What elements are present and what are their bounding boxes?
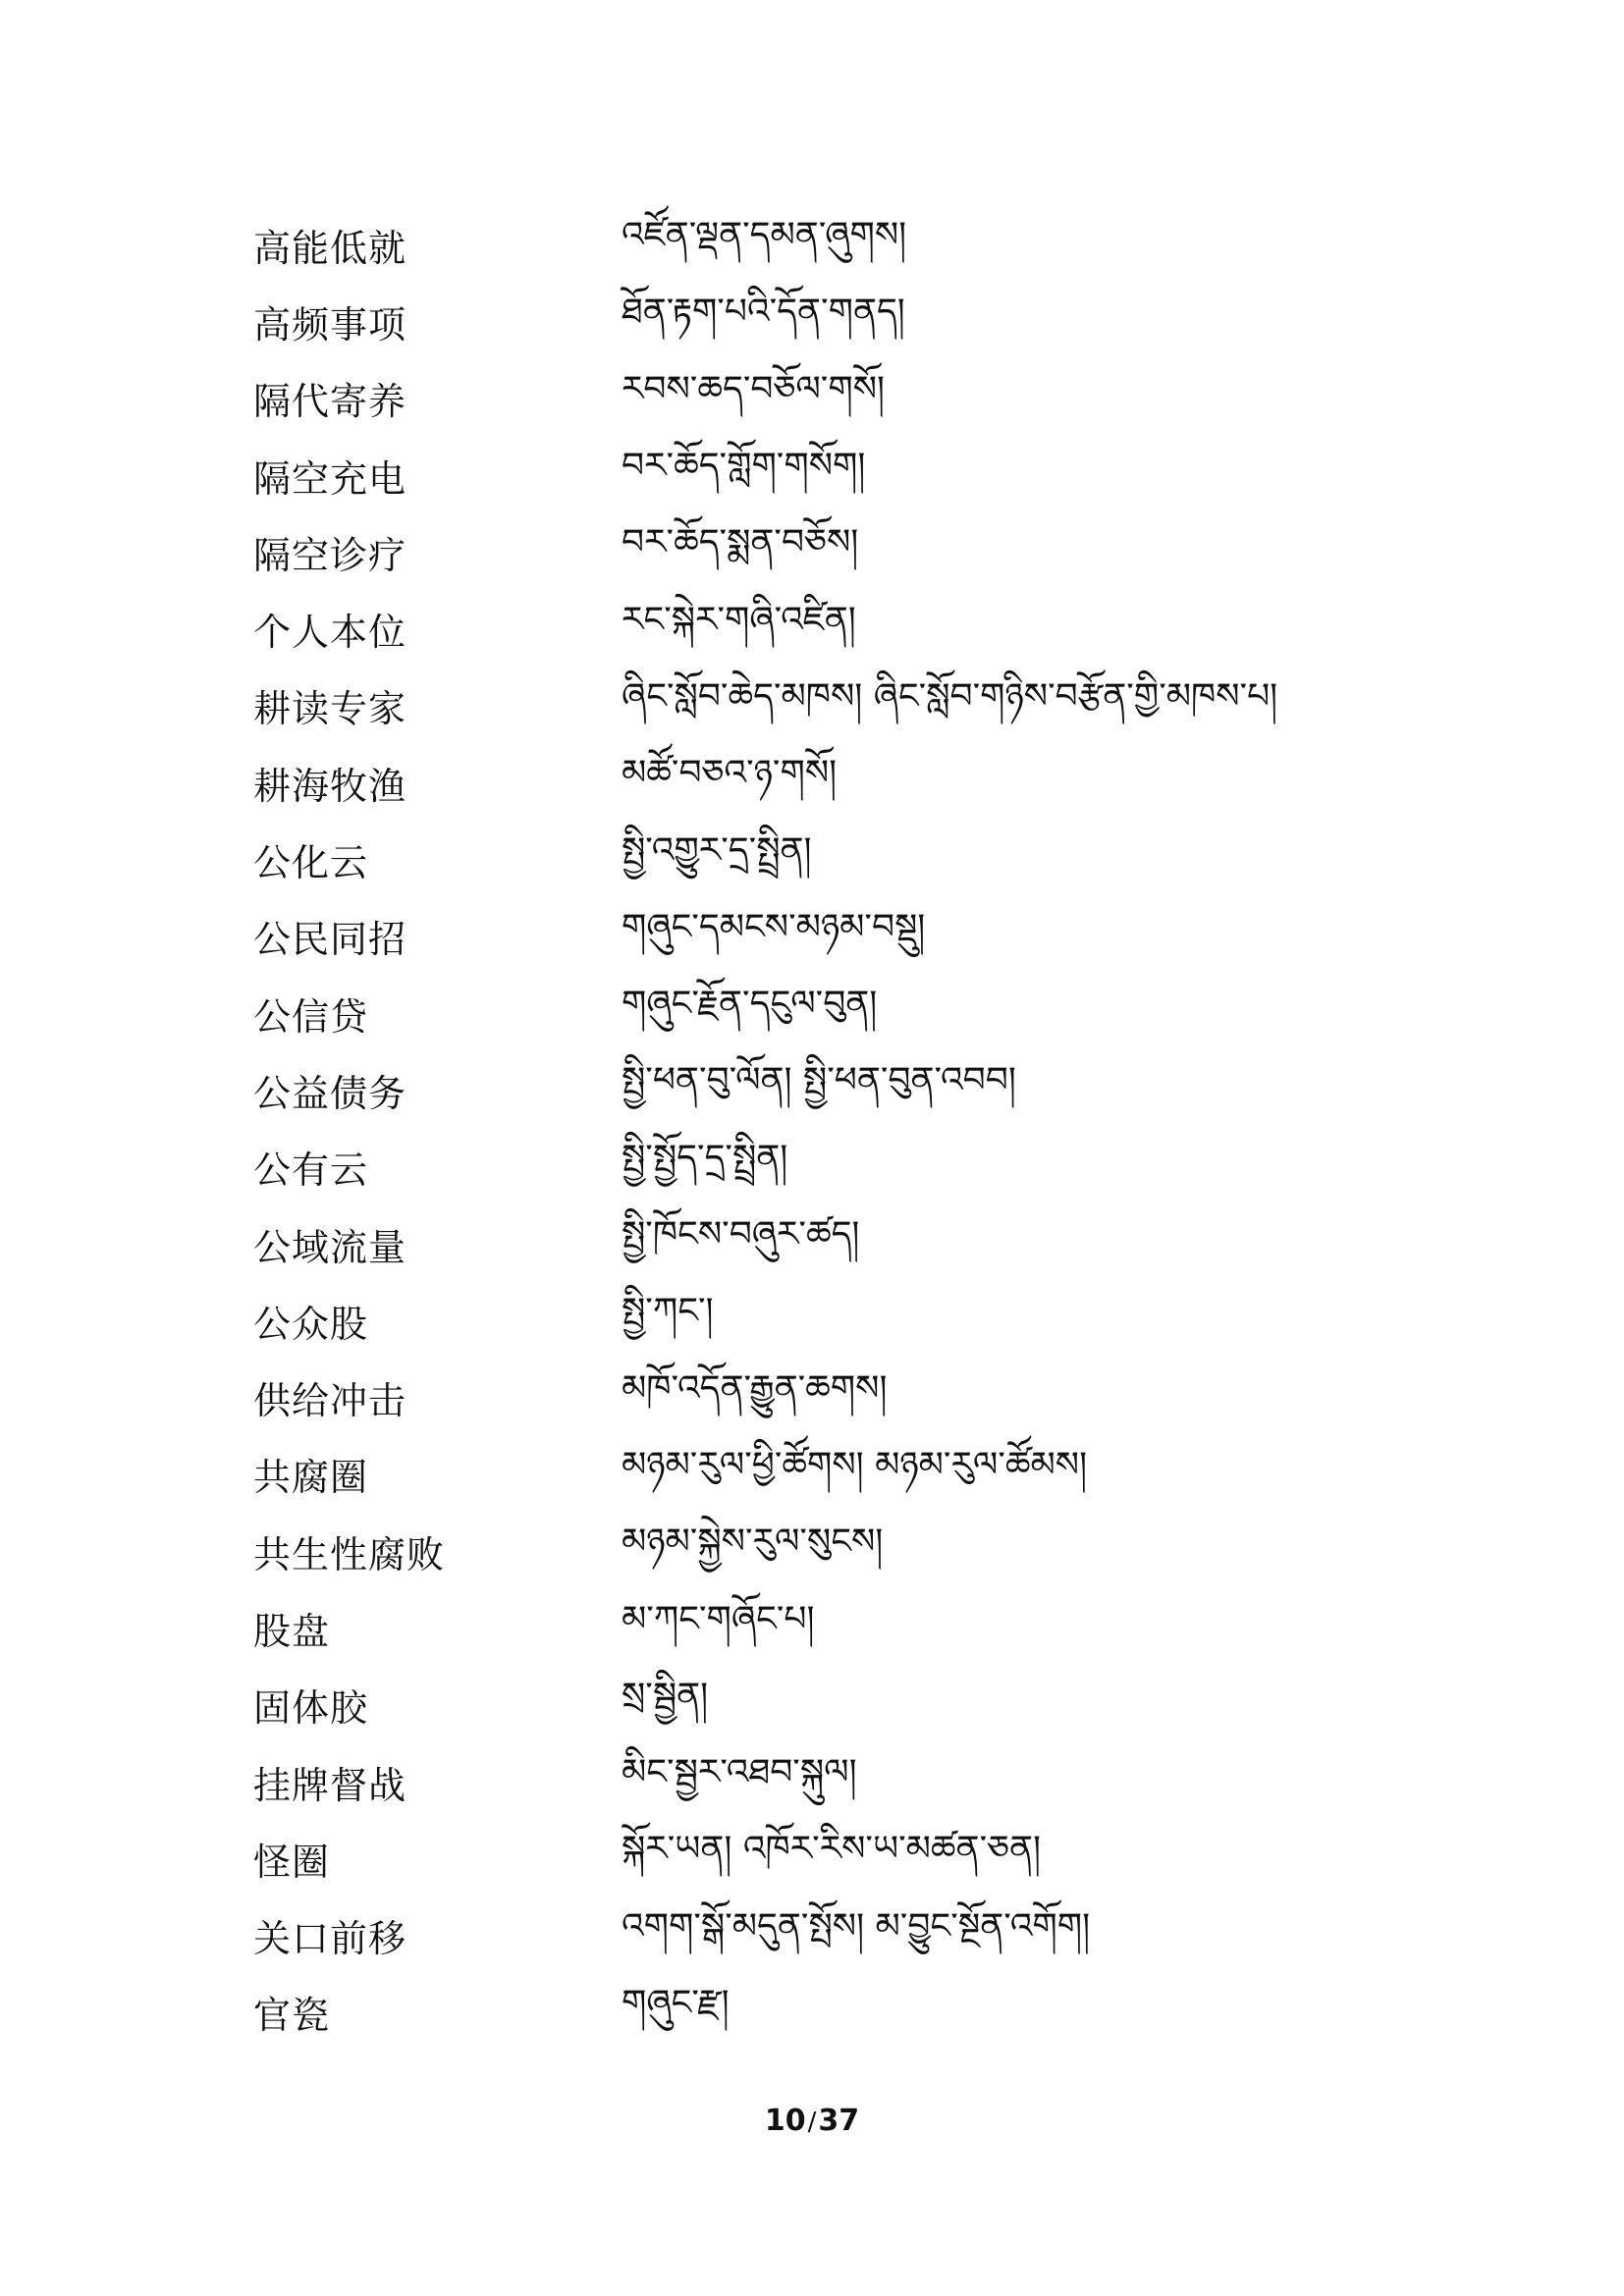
tibetan-translation: གཞུང་རྫ། (622, 1982, 730, 2023)
chinese-term: 公化云 (253, 841, 369, 885)
glossary-list (253, 206, 1412, 2051)
tibetan-translation: གཞུང་རྗོན་དངུལ་བུན། (622, 984, 878, 1025)
chinese-term: 耕读专家 (253, 687, 407, 731)
chinese-term: 股盘 (253, 1609, 331, 1653)
tibetan-translation: རང་སྐེར་གཞི་འཛིན། (622, 599, 856, 640)
chinese-term: 高频事项 (253, 302, 407, 347)
tibetan-translation: སྤྱི་འགྱུར་དྲ་སྤྲིན། (622, 829, 812, 871)
tibetan-translation: རབས་ཆད་བཅོལ་གསོ། (622, 368, 885, 409)
page-number (0, 2104, 1624, 2138)
tibetan-translation: སྤྱི་སྤྱོད་དྲ་སྤྲིན། (622, 1137, 788, 1178)
chinese-term: 公众股 (253, 1302, 369, 1346)
tibetan-translation: འཛོན་ལྡན་དམན་ཞུགས། (622, 215, 907, 256)
chinese-term: 供给冲击 (253, 1379, 407, 1423)
page-separator: / (807, 2108, 817, 2137)
tibetan-translation: མིང་སྦྱར་འཐབ་སྐུལ། (622, 1752, 857, 1793)
chinese-term: 隔代寄养 (253, 380, 407, 424)
chinese-term: 公信贷 (253, 994, 369, 1039)
tibetan-translation: སྤྱི་ཕན་བུ་ལོན། སྤྱི་ཕན་བུན་འབབ། (622, 1060, 1016, 1101)
chinese-term: 挂牌督战 (253, 1763, 407, 1807)
chinese-term: 固体胶 (253, 1686, 369, 1731)
chinese-term: 怪圈 (253, 1840, 331, 1884)
tibetan-translation: སྤྱི་ཀང་། (622, 1291, 714, 1332)
tibetan-translation: སྲ་སྦྱིན། (622, 1675, 709, 1716)
page-total: 37 (818, 2104, 860, 2138)
chinese-term: 公民同招 (253, 918, 407, 962)
tibetan-translation: བར་ཆོད་གློག་གསོག། (622, 446, 866, 487)
chinese-term: 共腐圈 (253, 1456, 369, 1500)
tibetan-translation: སྐོར་ཡན། འཁོར་རིས་ཡ་མཚན་ཅན། (622, 1829, 1042, 1870)
tibetan-translation: ཞིང་སློབ་ཆེད་མཁས། ཞིང་སློབ་གཉིས་བརྩོན་གྱི་མཁས་པ། (622, 675, 1278, 717)
tibetan-translation: སྤྱི་ཁོངས་བཞུར་ཚད། (622, 1214, 860, 1255)
chinese-term: 隔空诊疗 (253, 533, 407, 577)
chinese-term: 官瓷 (253, 1994, 331, 2038)
tibetan-translation: གཞུང་དམངས་མཉམ་བསྡུ། (622, 906, 926, 947)
tibetan-translation: མཉམ་རུལ་ཕྱི་ཚོགས། མཉམ་རུལ་ཚོམས། (622, 1444, 1088, 1485)
page-current: 10 (764, 2104, 806, 2138)
tibetan-translation: བར་ཆོད་སྨན་བཅོས། (622, 522, 859, 563)
tibetan-translation: མ་ཀང་གཞོང་པ། (622, 1598, 815, 1639)
chinese-term: 关口前移 (253, 1917, 407, 1961)
chinese-term: 共生性腐败 (253, 1532, 446, 1576)
tibetan-translation: འགག་སྒོ་མདུན་སྤོས། མ་བྱུང་སྔོན་འགོག། (622, 1905, 1091, 1947)
chinese-term: 公益债务 (253, 1071, 407, 1115)
tibetan-translation: མཉམ་སྐྱེས་རུལ་སུངས། (622, 1522, 884, 1563)
glossary-row (253, 1974, 1412, 2051)
chinese-term: 公有云 (253, 1148, 369, 1193)
chinese-term: 耕海牧渔 (253, 764, 407, 808)
chinese-term: 高能低就 (253, 226, 407, 270)
tibetan-translation: མཚོ་བཅའ་ཉ་གསོ། (622, 753, 838, 794)
tibetan-translation: ཐོན་རྟག་པའི་དོན་གནད། (622, 292, 905, 333)
chinese-term: 个人本位 (253, 611, 407, 655)
chinese-term: 隔空充电 (253, 456, 407, 501)
tibetan-translation: མཁོ་འདོན་རྒྱུན་ཆགས། (622, 1367, 888, 1409)
chinese-term: 公域流量 (253, 1225, 407, 1269)
